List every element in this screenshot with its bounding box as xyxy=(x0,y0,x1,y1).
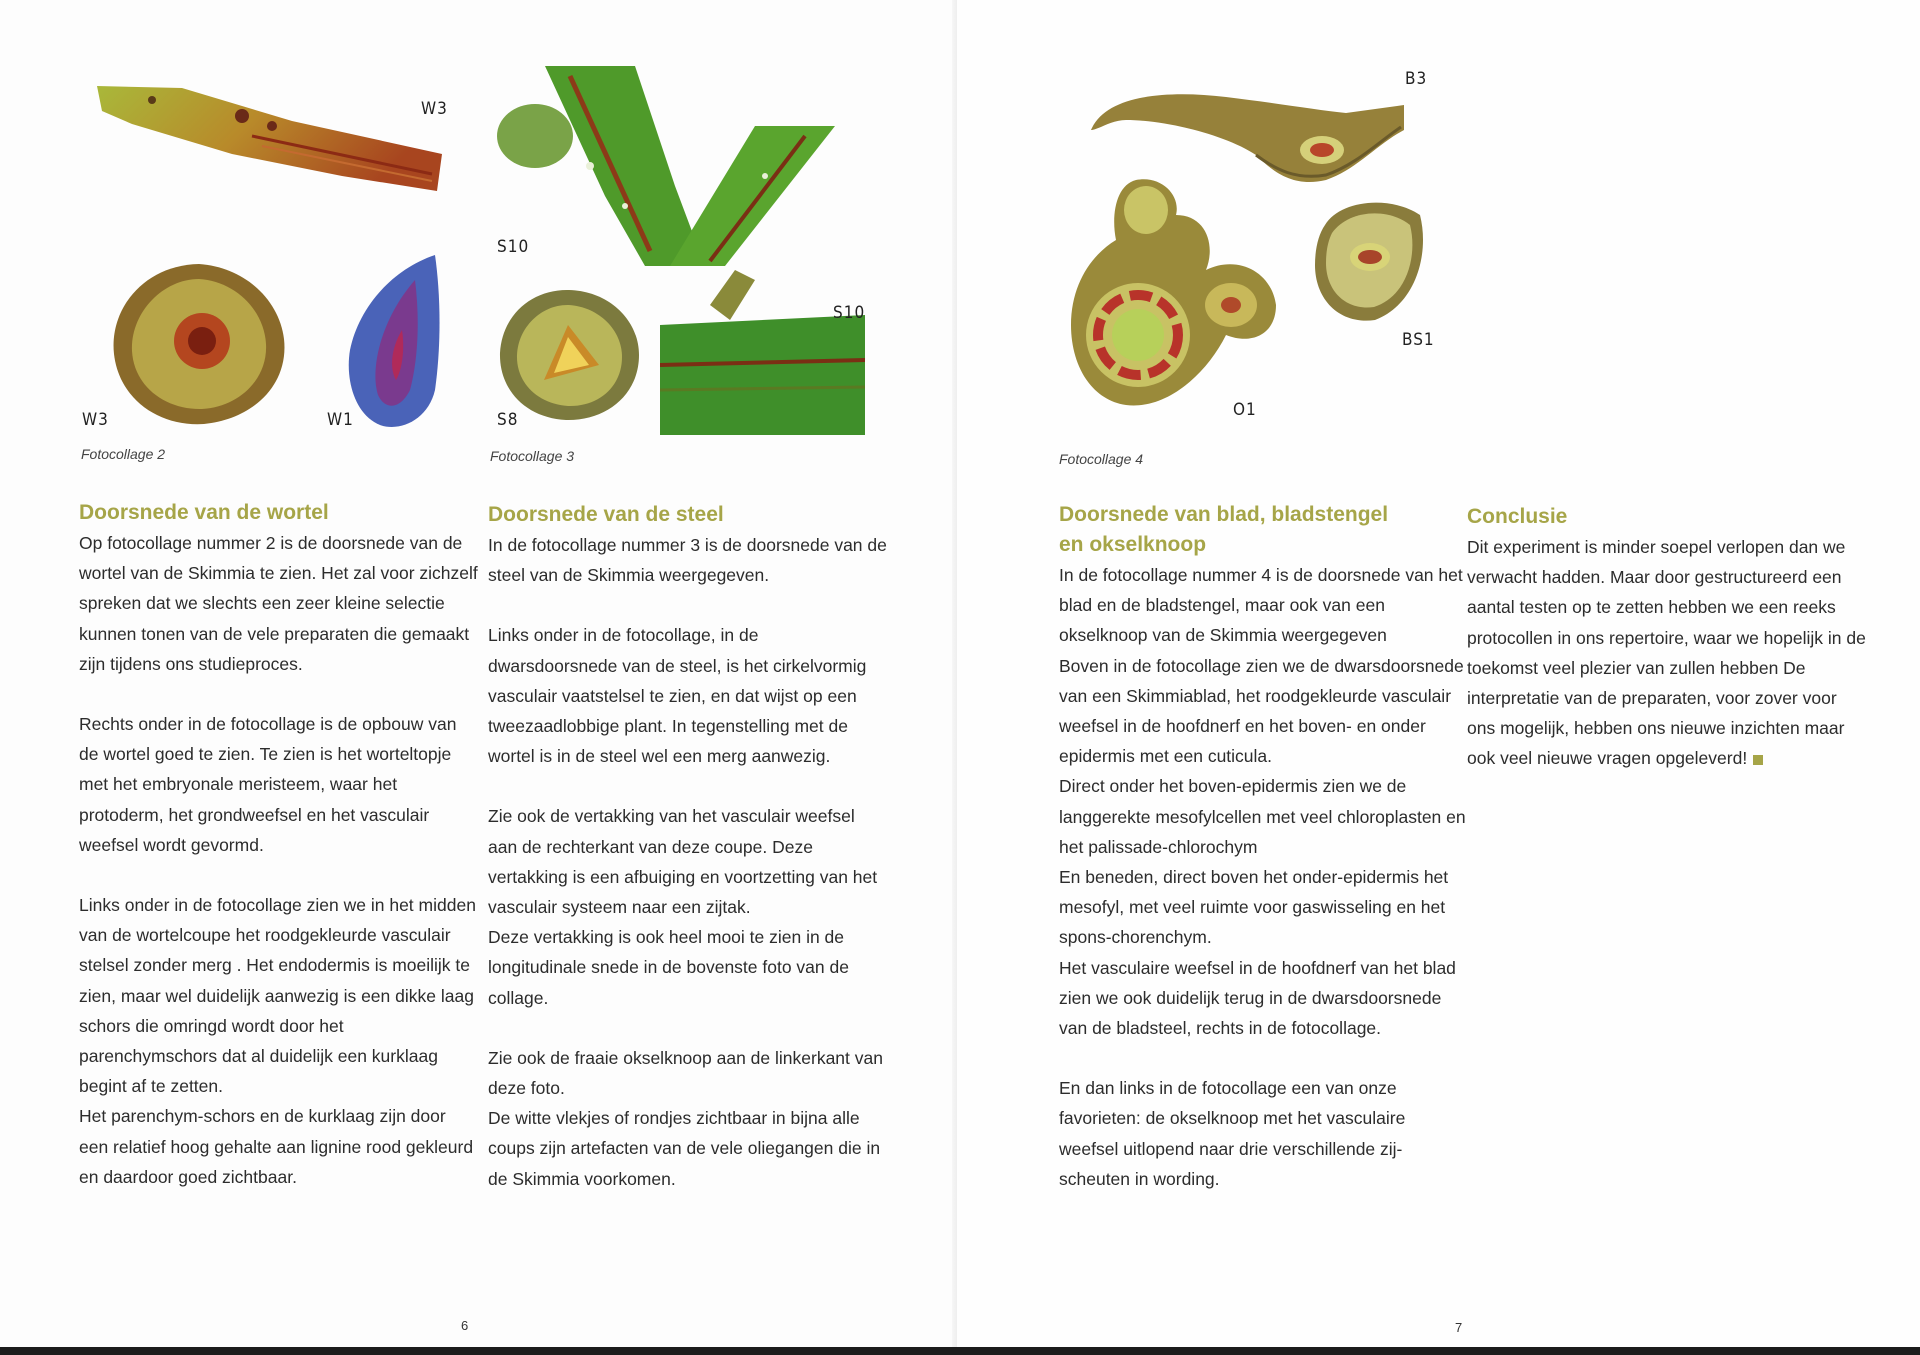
heading-blad xyxy=(1059,500,1469,560)
paragraph: Het vasculaire weefsel in de hoofdnerf van het blad zien we ook duidelijk terug in de dwarsdoorsnede van de bladsteel, rechts in de fotocollage. xyxy=(1059,957,1456,1039)
paragraph: Boven in de fotocollage zien we de dwarsdoorsnede van een Skimmiablad, het roodgekleurde vasculair weefsel in de hoofdnerf en het boven- en onder epidermis met een cuticula. xyxy=(1059,655,1464,767)
label-w3-top: W3 xyxy=(421,99,448,119)
root-tip-photo xyxy=(340,250,445,435)
heading-conclusie: Conclusie xyxy=(1467,505,1568,528)
caption-fotocollage-4: Fotocollage 4 xyxy=(1059,451,1144,467)
paragraph: Zie ook de fraaie okselknoop aan de linkerkant van deze foto. xyxy=(488,1047,883,1099)
heading-blad-line1: Doorsnede van blad, bladstengel xyxy=(1059,503,1389,526)
label-s10-right: S10 xyxy=(833,303,866,323)
article-column-leaf xyxy=(1059,500,1469,1194)
label-s10-top: S10 xyxy=(497,237,530,257)
paragraph: In de fotocollage nummer 4 is de doorsnede van het blad en de bladstengel, maar ook van een okselknoop van de Skimmia weergegeven xyxy=(1059,565,1463,646)
article-column-stem xyxy=(488,500,888,1194)
heading-blad-line2: en okselknoop xyxy=(1059,533,1207,556)
article-column-conclusion xyxy=(1467,502,1867,774)
label-w3-bottom: W3 xyxy=(82,410,109,430)
label-s8: S8 xyxy=(497,410,519,430)
stem-cross-section-photo xyxy=(494,285,644,425)
page-number-left: 6 xyxy=(461,1318,469,1333)
label-o1: O1 xyxy=(1233,400,1257,420)
caption-fotocollage-3: Fotocollage 3 xyxy=(490,448,575,464)
paragraph: In de fotocollage nummer 3 is de doorsnede van de steel van de Skimmia weergegeven. xyxy=(488,535,887,586)
label-bs1: BS1 xyxy=(1402,330,1435,350)
paragraph: Direct onder het boven-epidermis zien we de langgerekte mesofylcellen met veel chloroplasten en het palissade-chlorochym xyxy=(1059,776,1466,857)
left-page xyxy=(0,0,957,1355)
paragraph: En beneden, direct boven het onder-epidermis het mesofyl, met veel ruimte voor gaswisseling en het spons-chorenchym. xyxy=(1059,867,1449,948)
heading-wortel: Doorsnede van de wortel xyxy=(79,501,329,524)
paragraph: Links onder in de fotocollage zien we in het midden van de wortelcoupe het roodgekleurde vasculair stelsel zonder merg . Het endodermis is moeilijk te zien, maar wel duidelijk aanwezig is een dikke laag schors die omringd wordt door het parenchymschors dat al duidelijk een kurklaag begint af te zetten. xyxy=(79,895,476,1097)
conclusion-text: Dit experiment is minder soepel verlopen dan we verwacht hadden. Maar door gestructureerd een aantal testen op te zetten hebben we een reeks protocollen in ons repertoire, waar we hopelijk in de toekomst veel plezier van zullen hebben De interpretatie van de preparaten, voor zover voor ons mogelijk, hebben ons nieuwe inzichten maar ook veel nieuwe vragen opgeleverd! xyxy=(1467,537,1866,769)
scan-bottom-edge xyxy=(0,1347,1920,1355)
paragraph: Zie ook de vertakking van het vasculair weefsel aan de rechterkant van deze coupe. Deze vertakking is een afbuiging en voortzetting van het vasculair systeem naar een zijtak. xyxy=(488,806,878,918)
leaf-cross-section-photo xyxy=(1086,75,1406,190)
root-cross-section-photo xyxy=(104,259,294,429)
paragraph xyxy=(1467,532,1867,774)
root-longitudinal-photo xyxy=(92,66,452,216)
article-column-root xyxy=(79,498,479,1192)
caption-fotocollage-2: Fotocollage 2 xyxy=(81,446,166,462)
paragraph: Rechts onder in de fotocollage is de opbouw van de wortel goed te zien. Te zien is het worteltopje met het embryonale meristeem, waar het protoderm, het grondweefsel en het vasculair weefsel wordt gevormd. xyxy=(79,714,457,855)
right-page xyxy=(957,0,1920,1355)
axillary-bud-photo xyxy=(1066,175,1316,415)
paragraph: Deze vertakking is ook heel mooi te zien in de longitudinale snede in de bovenste foto van de collage. xyxy=(488,927,849,1008)
paragraph: Op fotocollage nummer 2 is de doorsnede van de wortel van de Skimmia te zien. Het zal voor zichzelf spreken dat we slechts een zeer kleine selectie kunnen tonen van de vele preparaten die gemaakt zijn tijdens ons studieproces. xyxy=(79,533,478,674)
paragraph: De witte vlekjes of rondjes zichtbaar in bijna alle coups zijn artefacten van de vele oliegangen die in de Skimmia voorkomen. xyxy=(488,1108,881,1189)
paragraph: En dan links in de fotocollage een van onze favorieten: de okselknoop met het vasculaire weefsel uitlopend naar drie verschillende zij-scheuten in wording. xyxy=(1059,1078,1406,1189)
heading-steel: Doorsnede van de steel xyxy=(488,503,724,526)
stem-longitudinal-photo xyxy=(495,66,865,266)
stem-branch-photo xyxy=(660,265,865,435)
paragraph: Het parenchym-schors en de kurklaag zijn door een relatief hoog gehalte aan lignine rood gekleurd en daardoor goed zichtbaar. xyxy=(79,1106,474,1187)
petiole-cross-section-photo xyxy=(1310,195,1430,325)
paragraph: Links onder in de fotocollage, in de dwarsdoorsnede van de steel, is het cirkelvormig vasculair vaatstelsel te zien, en dat wijst op een tweezaadlobbige plant. In tegenstelling met de wortel is in de steel wel een merg aanwezig. xyxy=(488,625,867,767)
end-mark-square-icon xyxy=(1753,755,1763,765)
label-w1: W1 xyxy=(327,410,354,430)
page-number-right: 7 xyxy=(1455,1320,1463,1335)
label-b3: B3 xyxy=(1405,69,1428,89)
